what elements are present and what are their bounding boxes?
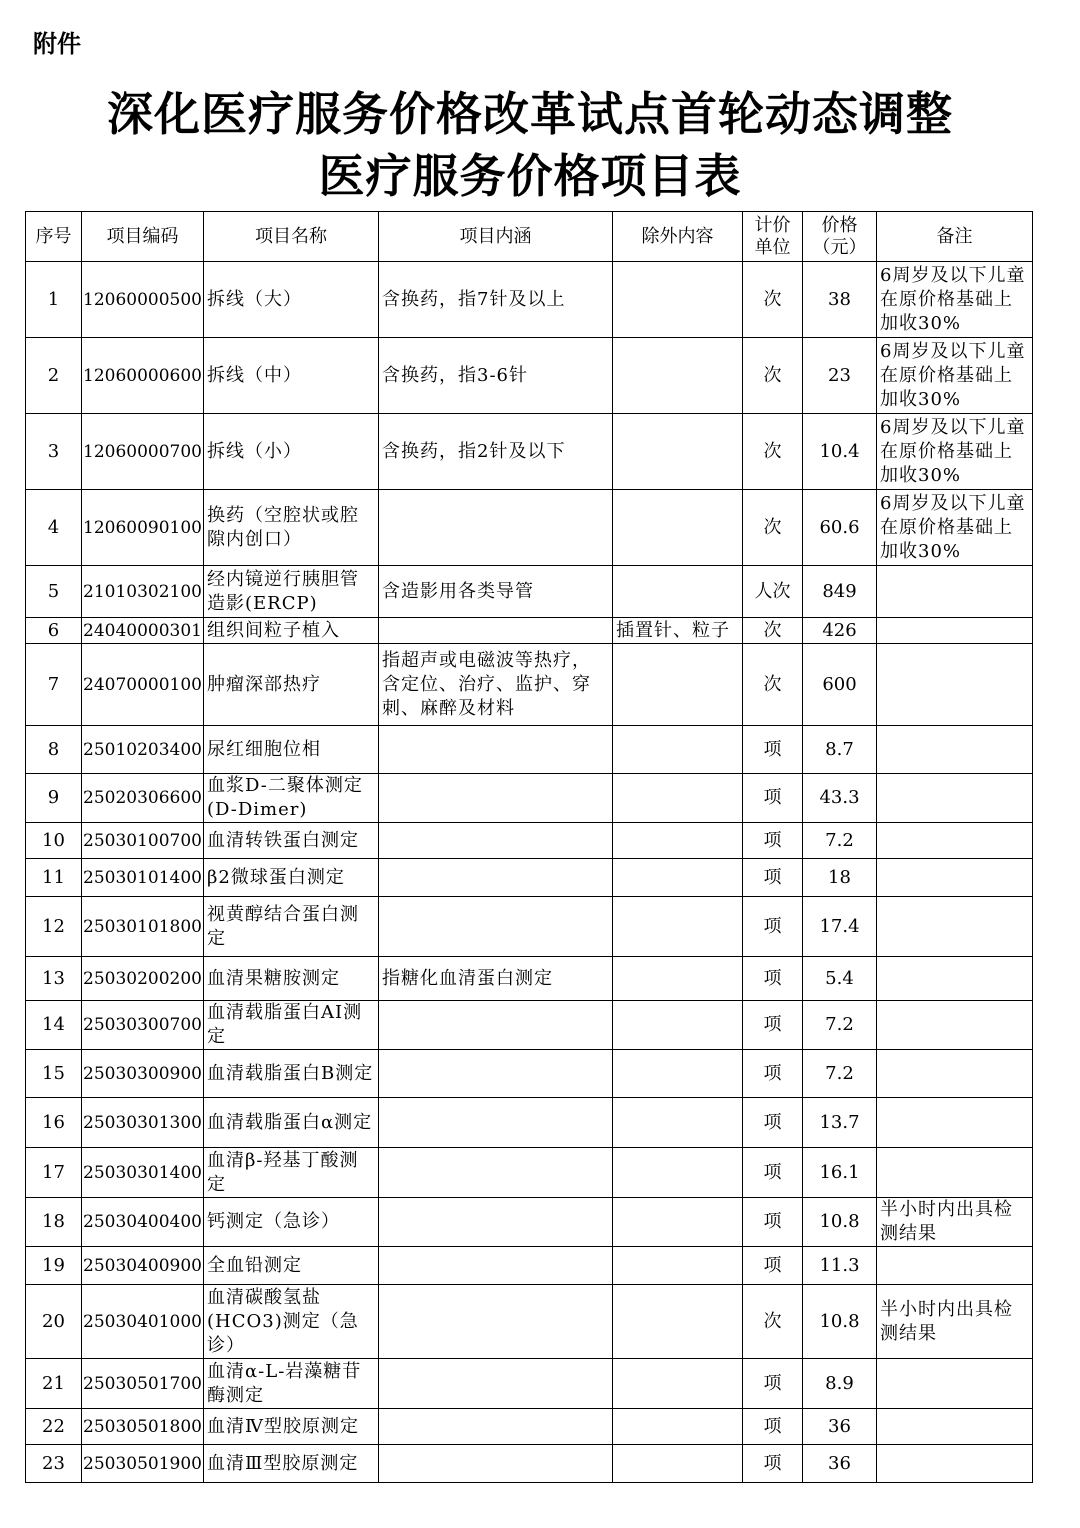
cell-price: 16.1 bbox=[803, 1148, 877, 1198]
cell-name: 组织间粒子植入 bbox=[204, 618, 379, 644]
cell-name: 血清β-羟基丁酸测定 bbox=[204, 1148, 379, 1198]
cell-remark bbox=[877, 1409, 1033, 1445]
cell-price: 10.8 bbox=[803, 1198, 877, 1247]
cell-name: 视黄醇结合蛋白测定 bbox=[204, 897, 379, 957]
cell-unit: 项 bbox=[743, 1409, 803, 1445]
cell-content bbox=[379, 726, 613, 774]
cell-seq: 7 bbox=[26, 644, 82, 726]
cell-seq: 23 bbox=[26, 1445, 82, 1483]
cell-price: 849 bbox=[803, 566, 877, 618]
cell-name: 血清载脂蛋白B测定 bbox=[204, 1050, 379, 1098]
cell-name: 换药（空腔状或腔隙内创口） bbox=[204, 490, 379, 566]
header-seq: 序号 bbox=[26, 212, 82, 262]
header-excluded: 除外内容 bbox=[613, 212, 743, 262]
cell-name: 血清果糖胺测定 bbox=[204, 957, 379, 1001]
cell-excluded bbox=[613, 1001, 743, 1050]
cell-code: 21010302100 bbox=[82, 566, 204, 618]
table-row bbox=[26, 726, 1033, 774]
table-row bbox=[26, 1445, 1033, 1483]
cell-excluded bbox=[613, 1050, 743, 1098]
cell-name: β2微球蛋白测定 bbox=[204, 859, 379, 897]
cell-remark bbox=[877, 897, 1033, 957]
cell-excluded: 插置针、粒子 bbox=[613, 618, 743, 644]
cell-remark bbox=[877, 1148, 1033, 1198]
cell-seq: 13 bbox=[26, 957, 82, 1001]
cell-code: 25030501700 bbox=[82, 1359, 204, 1409]
cell-price: 18 bbox=[803, 859, 877, 897]
cell-code: 25030301400 bbox=[82, 1148, 204, 1198]
cell-remark: 6周岁及以下儿童在原价格基础上加收30% bbox=[877, 490, 1033, 566]
cell-unit: 项 bbox=[743, 1445, 803, 1483]
cell-excluded bbox=[613, 823, 743, 859]
cell-excluded bbox=[613, 1445, 743, 1483]
cell-unit: 次 bbox=[743, 490, 803, 566]
table-row bbox=[26, 1285, 1033, 1359]
cell-unit: 次 bbox=[743, 262, 803, 338]
attachment-label: 附件 bbox=[33, 30, 81, 58]
price-table bbox=[25, 211, 1033, 1483]
header-price-line1: 价格 bbox=[821, 214, 858, 236]
cell-name: 血清碳酸氢盐(HCO3)测定（急诊） bbox=[204, 1285, 379, 1359]
cell-unit: 次 bbox=[743, 618, 803, 644]
cell-price: 13.7 bbox=[803, 1098, 877, 1148]
header-remark: 备注 bbox=[877, 212, 1033, 262]
cell-unit: 项 bbox=[743, 1050, 803, 1098]
cell-content: 含换药，指3-6针 bbox=[379, 338, 613, 414]
cell-excluded bbox=[613, 897, 743, 957]
cell-content bbox=[379, 774, 613, 823]
cell-unit: 人次 bbox=[743, 566, 803, 618]
cell-remark: 半小时内出具检测结果 bbox=[877, 1285, 1033, 1359]
cell-name: 拆线（小） bbox=[204, 414, 379, 490]
cell-code: 12060090100 bbox=[82, 490, 204, 566]
cell-name: 钙测定（急诊） bbox=[204, 1198, 379, 1247]
table-row bbox=[26, 823, 1033, 859]
cell-seq: 17 bbox=[26, 1148, 82, 1198]
cell-content: 指超声或电磁波等热疗，含定位、治疗、监护、穿刺、麻醉及材料 bbox=[379, 644, 613, 726]
cell-seq: 14 bbox=[26, 1001, 82, 1050]
cell-unit: 次 bbox=[743, 338, 803, 414]
cell-price: 43.3 bbox=[803, 774, 877, 823]
cell-code: 12060000500 bbox=[82, 262, 204, 338]
cell-seq: 4 bbox=[26, 490, 82, 566]
cell-excluded bbox=[613, 1198, 743, 1247]
cell-code: 25030400900 bbox=[82, 1247, 204, 1285]
table-row bbox=[26, 1001, 1033, 1050]
cell-seq: 16 bbox=[26, 1098, 82, 1148]
table-row bbox=[26, 957, 1033, 1001]
header-content: 项目内涵 bbox=[379, 212, 613, 262]
cell-remark: 6周岁及以下儿童在原价格基础上加收30% bbox=[877, 262, 1033, 338]
cell-content bbox=[379, 1198, 613, 1247]
cell-price: 600 bbox=[803, 644, 877, 726]
header-name: 项目名称 bbox=[204, 212, 379, 262]
cell-code: 25030101400 bbox=[82, 859, 204, 897]
cell-unit: 项 bbox=[743, 1001, 803, 1050]
table-row bbox=[26, 338, 1033, 414]
cell-content: 指糖化血清蛋白测定 bbox=[379, 957, 613, 1001]
cell-price: 38 bbox=[803, 262, 877, 338]
table-row bbox=[26, 1198, 1033, 1247]
cell-remark bbox=[877, 823, 1033, 859]
cell-excluded bbox=[613, 1148, 743, 1198]
cell-price: 7.2 bbox=[803, 823, 877, 859]
cell-excluded bbox=[613, 414, 743, 490]
cell-remark bbox=[877, 726, 1033, 774]
cell-seq: 2 bbox=[26, 338, 82, 414]
cell-seq: 19 bbox=[26, 1247, 82, 1285]
cell-price: 7.2 bbox=[803, 1050, 877, 1098]
cell-seq: 6 bbox=[26, 618, 82, 644]
cell-unit: 次 bbox=[743, 1285, 803, 1359]
cell-excluded bbox=[613, 1359, 743, 1409]
cell-remark bbox=[877, 1050, 1033, 1098]
cell-price: 60.6 bbox=[803, 490, 877, 566]
cell-content: 含换药，指7针及以上 bbox=[379, 262, 613, 338]
cell-excluded bbox=[613, 566, 743, 618]
cell-unit: 项 bbox=[743, 1359, 803, 1409]
cell-excluded bbox=[613, 338, 743, 414]
cell-content bbox=[379, 1247, 613, 1285]
table-row bbox=[26, 1098, 1033, 1148]
cell-remark bbox=[877, 1247, 1033, 1285]
cell-name: 血清转铁蛋白测定 bbox=[204, 823, 379, 859]
cell-name: 血浆D-二聚体测定(D-Dimer) bbox=[204, 774, 379, 823]
cell-remark: 半小时内出具检测结果 bbox=[877, 1198, 1033, 1247]
cell-content bbox=[379, 1001, 613, 1050]
cell-remark: 6周岁及以下儿童在原价格基础上加收30% bbox=[877, 414, 1033, 490]
table-row bbox=[26, 1409, 1033, 1445]
cell-seq: 15 bbox=[26, 1050, 82, 1098]
cell-excluded bbox=[613, 726, 743, 774]
cell-content bbox=[379, 1050, 613, 1098]
cell-content bbox=[379, 859, 613, 897]
cell-excluded bbox=[613, 262, 743, 338]
cell-content bbox=[379, 618, 613, 644]
cell-name: 拆线（中） bbox=[204, 338, 379, 414]
cell-unit: 项 bbox=[743, 859, 803, 897]
table-row bbox=[26, 1148, 1033, 1198]
cell-code: 25030100700 bbox=[82, 823, 204, 859]
header-unit-line1: 计价 bbox=[754, 214, 791, 236]
cell-seq: 12 bbox=[26, 897, 82, 957]
cell-unit: 次 bbox=[743, 644, 803, 726]
cell-price: 10.4 bbox=[803, 414, 877, 490]
table-row bbox=[26, 490, 1033, 566]
cell-name: 血清Ⅲ型胶原测定 bbox=[204, 1445, 379, 1483]
cell-content bbox=[379, 1285, 613, 1359]
cell-code: 24070000100 bbox=[82, 644, 204, 726]
cell-price: 426 bbox=[803, 618, 877, 644]
cell-seq: 20 bbox=[26, 1285, 82, 1359]
cell-code: 25030501900 bbox=[82, 1445, 204, 1483]
header-price bbox=[803, 212, 877, 262]
cell-seq: 21 bbox=[26, 1359, 82, 1409]
cell-code: 25030300900 bbox=[82, 1050, 204, 1098]
cell-excluded bbox=[613, 774, 743, 823]
cell-excluded bbox=[613, 1285, 743, 1359]
cell-name: 全血铅测定 bbox=[204, 1247, 379, 1285]
cell-unit: 项 bbox=[743, 726, 803, 774]
cell-remark bbox=[877, 957, 1033, 1001]
document-title-line1: 深化医疗服务价格改革试点首轮动态调整 bbox=[107, 87, 953, 141]
cell-name: 血清载脂蛋白AⅠ测定 bbox=[204, 1001, 379, 1050]
cell-content bbox=[379, 1148, 613, 1198]
header-unit bbox=[743, 212, 803, 262]
cell-content: 含造影用各类导管 bbox=[379, 566, 613, 618]
header-unit-line2: 单位 bbox=[754, 236, 791, 258]
cell-price: 8.7 bbox=[803, 726, 877, 774]
cell-unit: 项 bbox=[743, 823, 803, 859]
table-row bbox=[26, 1359, 1033, 1409]
cell-seq: 18 bbox=[26, 1198, 82, 1247]
cell-content bbox=[379, 897, 613, 957]
cell-remark: 6周岁及以下儿童在原价格基础上加收30% bbox=[877, 338, 1033, 414]
cell-remark bbox=[877, 1445, 1033, 1483]
cell-excluded bbox=[613, 859, 743, 897]
table-row bbox=[26, 566, 1033, 618]
cell-code: 25030400400 bbox=[82, 1198, 204, 1247]
cell-code: 25030300700 bbox=[82, 1001, 204, 1050]
cell-content bbox=[379, 1098, 613, 1148]
cell-seq: 8 bbox=[26, 726, 82, 774]
header-price-line2: （元） bbox=[812, 236, 867, 258]
cell-unit: 次 bbox=[743, 414, 803, 490]
cell-seq: 1 bbox=[26, 262, 82, 338]
cell-remark bbox=[877, 1359, 1033, 1409]
cell-excluded bbox=[613, 644, 743, 726]
table-row bbox=[26, 1247, 1033, 1285]
cell-remark bbox=[877, 1098, 1033, 1148]
table-row bbox=[26, 414, 1033, 490]
cell-price: 36 bbox=[803, 1445, 877, 1483]
table-header-row bbox=[26, 212, 1033, 262]
cell-price: 23 bbox=[803, 338, 877, 414]
cell-content bbox=[379, 490, 613, 566]
cell-price: 8.9 bbox=[803, 1359, 877, 1409]
table-row bbox=[26, 618, 1033, 644]
cell-seq: 11 bbox=[26, 859, 82, 897]
cell-seq: 22 bbox=[26, 1409, 82, 1445]
cell-code: 25010203400 bbox=[82, 726, 204, 774]
cell-code: 25030301300 bbox=[82, 1098, 204, 1148]
cell-unit: 项 bbox=[743, 1098, 803, 1148]
cell-code: 24040000301 bbox=[82, 618, 204, 644]
cell-unit: 项 bbox=[743, 957, 803, 1001]
cell-content bbox=[379, 1359, 613, 1409]
cell-content: 含换药，指2针及以下 bbox=[379, 414, 613, 490]
table-row bbox=[26, 1050, 1033, 1098]
table-row bbox=[26, 262, 1033, 338]
cell-price: 17.4 bbox=[803, 897, 877, 957]
cell-code: 25030401000 bbox=[82, 1285, 204, 1359]
cell-name: 血清载脂蛋白α测定 bbox=[204, 1098, 379, 1148]
cell-remark bbox=[877, 859, 1033, 897]
cell-name: 尿红细胞位相 bbox=[204, 726, 379, 774]
table-row bbox=[26, 897, 1033, 957]
cell-code: 25020306600 bbox=[82, 774, 204, 823]
cell-remark bbox=[877, 566, 1033, 618]
cell-unit: 项 bbox=[743, 774, 803, 823]
cell-code: 25030101800 bbox=[82, 897, 204, 957]
cell-content bbox=[379, 1445, 613, 1483]
document-title-line2: 医疗服务价格项目表 bbox=[318, 149, 742, 203]
cell-remark bbox=[877, 774, 1033, 823]
cell-unit: 项 bbox=[743, 897, 803, 957]
table-row bbox=[26, 774, 1033, 823]
cell-unit: 项 bbox=[743, 1247, 803, 1285]
cell-seq: 5 bbox=[26, 566, 82, 618]
cell-code: 25030200200 bbox=[82, 957, 204, 1001]
cell-name: 血清α-L-岩藻糖苷酶测定 bbox=[204, 1359, 379, 1409]
cell-name: 拆线（大） bbox=[204, 262, 379, 338]
header-code: 项目编码 bbox=[82, 212, 204, 262]
cell-remark bbox=[877, 1001, 1033, 1050]
cell-code: 12060000600 bbox=[82, 338, 204, 414]
cell-content bbox=[379, 1409, 613, 1445]
table-row bbox=[26, 644, 1033, 726]
cell-excluded bbox=[613, 490, 743, 566]
cell-seq: 9 bbox=[26, 774, 82, 823]
cell-price: 36 bbox=[803, 1409, 877, 1445]
cell-remark bbox=[877, 618, 1033, 644]
cell-unit: 项 bbox=[743, 1148, 803, 1198]
cell-price: 11.3 bbox=[803, 1247, 877, 1285]
cell-seq: 10 bbox=[26, 823, 82, 859]
cell-excluded bbox=[613, 1409, 743, 1445]
cell-excluded bbox=[613, 1098, 743, 1148]
cell-unit: 项 bbox=[743, 1198, 803, 1247]
cell-code: 12060000700 bbox=[82, 414, 204, 490]
cell-seq: 3 bbox=[26, 414, 82, 490]
cell-price: 10.8 bbox=[803, 1285, 877, 1359]
cell-price: 7.2 bbox=[803, 1001, 877, 1050]
cell-code: 25030501800 bbox=[82, 1409, 204, 1445]
table-row bbox=[26, 859, 1033, 897]
cell-name: 肿瘤深部热疗 bbox=[204, 644, 379, 726]
cell-excluded bbox=[613, 957, 743, 1001]
cell-excluded bbox=[613, 1247, 743, 1285]
cell-name: 经内镜逆行胰胆管造影(ERCP) bbox=[204, 566, 379, 618]
cell-content bbox=[379, 823, 613, 859]
cell-price: 5.4 bbox=[803, 957, 877, 1001]
cell-remark bbox=[877, 644, 1033, 726]
cell-name: 血清Ⅳ型胶原测定 bbox=[204, 1409, 379, 1445]
